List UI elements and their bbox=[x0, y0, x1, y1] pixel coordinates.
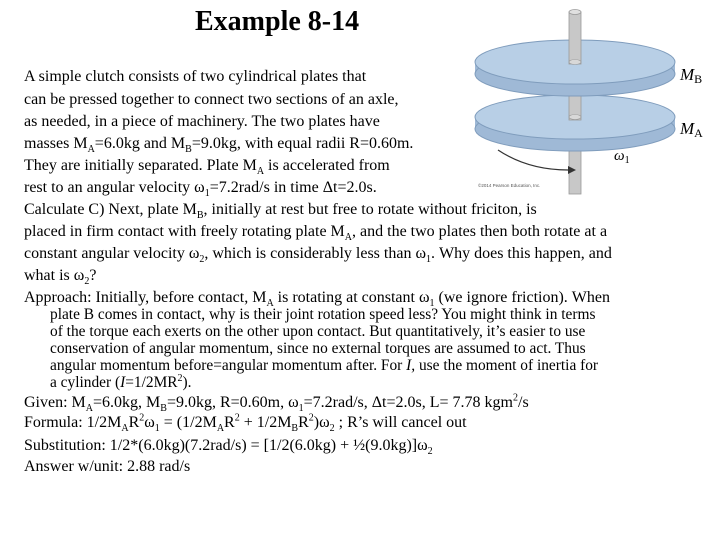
clutch-figure bbox=[468, 0, 703, 195]
approach-line-1: Approach: Initially, before contact, $M_A$ is rotating at constant $\omega_1$ (we ignore friction). When bbox=[24, 289, 610, 310]
approach-line-4: conservation of angular momentum, since no external torques are assumed to act. Thus bbox=[50, 340, 586, 357]
problem-line-4: masses $M_A=6.0kg$ and $M_B=9.0kg$, with equal radii R=0.60m. bbox=[24, 135, 414, 156]
figure-credit: ©2014 Pearson Education, Inc. bbox=[478, 183, 541, 188]
problem-line-5: They are initially separated. Plate $M_A$ is accelerated from bbox=[24, 157, 390, 178]
label-mb: MB bbox=[680, 65, 703, 86]
formula-line: Formula: $1/2M_AR^2\omega_1 = (1/2M_AR^2 + 1/2M_BR^2)\omega_2$ ; R’s will cancel out bbox=[24, 412, 467, 435]
approach-line-6: a cylinder $(I=1/2MR^2)$. bbox=[50, 372, 192, 391]
clutch-diagram bbox=[468, 0, 703, 195]
problem-line-9: constant angular velocity $\omega_2$, which is considerably less than $\omega_1$. Why does this happen, and bbox=[24, 245, 612, 266]
rotation-arc bbox=[498, 150, 568, 170]
answer-line: Answer w/unit: 2.88 rad/s bbox=[24, 458, 191, 475]
top-axle-cap bbox=[569, 10, 581, 15]
top-axle bbox=[569, 12, 581, 64]
label-omega1: $\omega_1$ bbox=[614, 148, 630, 166]
plate-b-hub bbox=[569, 60, 581, 65]
plate-a-hub bbox=[569, 115, 581, 120]
problem-line-1: A simple clutch consists of two cylindrical plates that bbox=[24, 68, 367, 85]
approach-line-5: angular momentum before=angular momentum after. For I, use the moment of inertia for bbox=[50, 357, 599, 374]
substitution-line: Substitution: $1/2*(6.0kg)(7.2rad/s) = [1/2(6.0kg) + \frac{1}{2}(9.0kg)]\omega_2$ bbox=[24, 437, 433, 458]
label-ma: MA bbox=[680, 119, 703, 140]
approach-line-3: of the torque each exerts on the other upon contact. But quantitatively, it’s easier to use bbox=[50, 323, 586, 340]
problem-line-3: as needed, in a piece of machinery. The two plates have bbox=[24, 113, 380, 130]
problem-line-10: what is $\omega_2$? bbox=[24, 267, 97, 288]
approach-line-2: plate B comes in contact, why is their joint rotation speed less? You might think in terms bbox=[50, 306, 596, 323]
given-line: Given: $M_A=6.0kg$, $M_B=9.0kg$, R=0.60m, $\omega_1=7.2rad/s$, Δt=2.0s, L= 7.78 kgm$^2$/s bbox=[24, 392, 529, 415]
problem-line-7: Calculate C) Next, plate $M_B$, initially at rest but free to rotate without friciton, is bbox=[24, 201, 537, 222]
page-title: Example 8-14 bbox=[195, 6, 360, 37]
problem-line-8: placed in firm contact with freely rotating plate $M_A$, and the two plates then both rotate at a bbox=[24, 223, 608, 244]
problem-line-6: rest to an angular velocity $\omega_1=7.2rad/s$ in time Δt=2.0s. bbox=[24, 179, 377, 200]
problem-line-2: can be pressed together to connect two sections of an axle, bbox=[24, 91, 399, 108]
